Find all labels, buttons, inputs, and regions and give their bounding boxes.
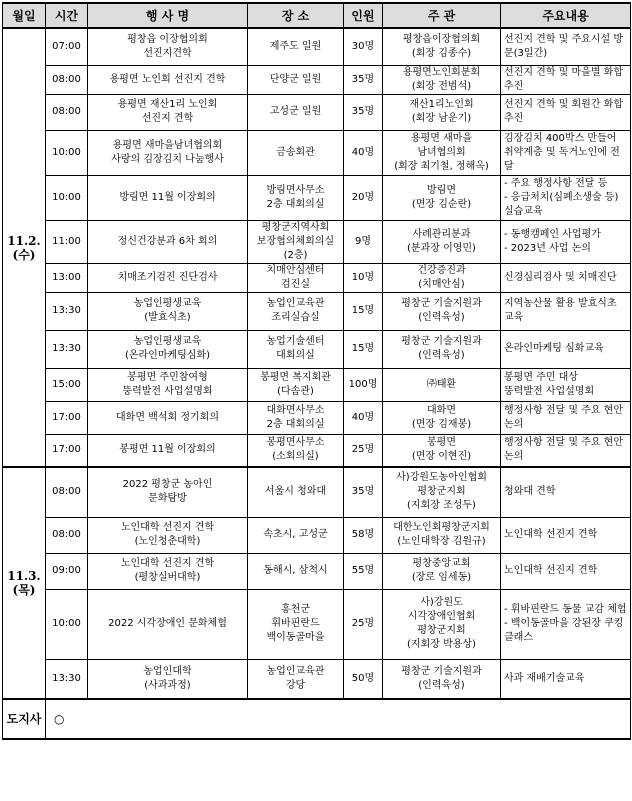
place-cell bbox=[248, 130, 344, 175]
time-cell: 09:00 bbox=[46, 553, 88, 589]
count-cell: 35명 bbox=[344, 94, 383, 130]
event-cell bbox=[88, 28, 248, 65]
count-cell: 40명 bbox=[344, 130, 383, 175]
event-cell bbox=[88, 220, 248, 263]
place-line: 백이동골마을 bbox=[266, 632, 325, 643]
event-line: 노인대학 선진지 견학 bbox=[120, 558, 215, 569]
date-cell bbox=[3, 467, 46, 699]
event-cell bbox=[88, 130, 248, 175]
event-line: (발효식초) bbox=[144, 312, 191, 323]
place-line: 고성군 일원 bbox=[269, 106, 322, 117]
content-cell bbox=[501, 401, 631, 434]
content-line: - 휘바핀란드 동물 교감 체험 bbox=[504, 604, 627, 615]
event-cell bbox=[88, 659, 248, 699]
content-line: - 응급처치(심폐소생술 등) 실습교육 bbox=[504, 191, 619, 217]
host-cell bbox=[383, 467, 501, 517]
event-line: 농업인평생교육 bbox=[133, 336, 202, 347]
content-line: 온라인마케팅 심화교육 bbox=[504, 343, 604, 354]
date-label: 11.3. bbox=[7, 569, 41, 583]
host-line: (지회장 조성두) bbox=[407, 500, 476, 512]
place-line: 동해시, 삼척시 bbox=[263, 565, 328, 576]
date-label: 11.2. bbox=[7, 233, 41, 248]
place-line: 홍천군 bbox=[281, 604, 310, 615]
time-cell: 10:00 bbox=[46, 130, 88, 175]
table-row bbox=[3, 94, 631, 130]
host-line: 대화면 bbox=[427, 404, 456, 416]
footer-mark: ○ bbox=[46, 699, 631, 739]
host-line: 건강증진과 bbox=[417, 264, 466, 276]
event-line: 용평면 재산1리 노인회 bbox=[117, 99, 218, 110]
place-line: 농업기술센터 bbox=[266, 336, 325, 347]
event-line: 치매조기검진 진단검사 bbox=[117, 271, 218, 283]
place-cell bbox=[248, 292, 344, 330]
content-cell bbox=[501, 130, 631, 175]
content-line: 선진지 견학 및 마을별 화합추진 bbox=[504, 66, 623, 92]
event-line: 방림면 11월 이장회의 bbox=[119, 191, 216, 203]
host-cell bbox=[383, 292, 501, 330]
count-cell: 25명 bbox=[344, 434, 383, 467]
count-cell: 40명 bbox=[344, 401, 383, 434]
content-line: - 주요 행정사항 전달 등 bbox=[504, 177, 608, 189]
host-cell bbox=[383, 589, 501, 659]
host-line: (면장 이현진) bbox=[411, 451, 472, 463]
host-cell bbox=[383, 175, 501, 220]
content-cell bbox=[501, 434, 631, 467]
event-line: 문화탐방 bbox=[148, 493, 187, 505]
event-line: 선진지 견학 bbox=[141, 113, 194, 124]
event-line: 대화면 백석회 정기회의 bbox=[116, 411, 219, 423]
host-cell bbox=[383, 434, 501, 467]
event-line: (사과과정) bbox=[144, 679, 191, 691]
table-header-row bbox=[3, 3, 631, 28]
time-cell: 10:00 bbox=[46, 589, 88, 659]
count-cell: 50명 bbox=[344, 659, 383, 699]
host-line: 시각장애인협회 bbox=[407, 611, 476, 622]
count-cell: 55명 bbox=[344, 553, 383, 589]
host-line: 용평면노인회분회 bbox=[402, 66, 481, 78]
content-line: 사과 재배기술교육 bbox=[504, 672, 585, 684]
host-line: (노인대학장 김원규) bbox=[397, 536, 486, 547]
place-line: (다솜관) bbox=[277, 385, 314, 397]
content-line: - 백이동골마을 강된장 쿠킹클래스 bbox=[504, 618, 624, 643]
place-cell bbox=[248, 175, 344, 220]
content-cell bbox=[501, 589, 631, 659]
event-line: (평창실버대학) bbox=[134, 572, 201, 583]
content-line: 선진지 견학 및 회원간 화합추진 bbox=[504, 99, 623, 124]
content-line: 선진지 견학 및 주요시설 방문(3일간) bbox=[504, 33, 623, 59]
place-line: 대화면사무소 bbox=[266, 404, 325, 416]
schedule-table bbox=[2, 2, 631, 740]
place-line: 2층 대회의실 bbox=[266, 198, 325, 210]
place-line: 방림면사무소 bbox=[266, 184, 325, 196]
table-row bbox=[3, 434, 631, 467]
table-row bbox=[3, 517, 631, 553]
host-line: 방림면 bbox=[427, 184, 456, 196]
time-cell: 10:00 bbox=[46, 175, 88, 220]
content-cell bbox=[501, 368, 631, 401]
place-line: 금송회관 bbox=[276, 146, 315, 158]
host-line: 사례관리분과 bbox=[412, 228, 471, 240]
host-cell bbox=[383, 368, 501, 401]
place-cell bbox=[248, 28, 344, 65]
host-line: 사)강원도농아인협회 bbox=[396, 472, 487, 484]
content-line: 행정사항 전달 및 주요 현안 논의 bbox=[504, 404, 623, 430]
content-cell bbox=[501, 467, 631, 517]
place-line: 농업인교육관 bbox=[266, 298, 325, 309]
content-cell bbox=[501, 175, 631, 220]
table-row bbox=[3, 175, 631, 220]
place-line: 제주도 일원 bbox=[269, 40, 322, 52]
event-cell bbox=[88, 175, 248, 220]
time-cell: 11:00 bbox=[46, 220, 88, 263]
event-line: (노인청춘대학) bbox=[134, 536, 201, 547]
host-cell bbox=[383, 553, 501, 589]
table-row bbox=[3, 65, 631, 94]
event-line: 선진지견학 bbox=[143, 47, 192, 59]
host-line: 재산1리노인회 bbox=[409, 99, 474, 110]
place-line: 휘바핀란드 bbox=[271, 618, 320, 629]
time-cell: 07:00 bbox=[46, 28, 88, 65]
event-cell bbox=[88, 65, 248, 94]
host-line: 평창군 기술지원과 bbox=[401, 665, 482, 677]
host-cell bbox=[383, 659, 501, 699]
footer-row bbox=[3, 699, 631, 739]
table-row bbox=[3, 220, 631, 263]
event-line: 용평면 노인회 선진지 견학 bbox=[109, 73, 226, 85]
host-cell bbox=[383, 94, 501, 130]
content-cell bbox=[501, 517, 631, 553]
date-label: (목) bbox=[12, 583, 36, 597]
content-cell bbox=[501, 28, 631, 65]
place-cell bbox=[248, 220, 344, 263]
host-line: (회장 김종수) bbox=[411, 47, 472, 59]
place-line: 서울시 청와대 bbox=[264, 486, 327, 498]
place-line: 검진실 bbox=[281, 278, 310, 290]
count-cell: 100명 bbox=[344, 368, 383, 401]
table-row bbox=[3, 330, 631, 368]
count-cell: 9명 bbox=[344, 220, 383, 263]
content-line: 행정사항 전달 및 주요 현안 논의 bbox=[504, 437, 623, 463]
host-line: (면장 김순란) bbox=[411, 198, 472, 210]
event-cell bbox=[88, 553, 248, 589]
header-event: 행 사 명 bbox=[88, 3, 248, 28]
event-line: 평창읍 이장협의회 bbox=[127, 33, 208, 45]
place-cell bbox=[248, 659, 344, 699]
event-line: 용평면 새마을남녀협의회 bbox=[112, 139, 223, 151]
table-row bbox=[3, 368, 631, 401]
host-line: 평창읍이장협의회 bbox=[402, 33, 481, 45]
time-cell: 08:00 bbox=[46, 94, 88, 130]
event-cell bbox=[88, 330, 248, 368]
count-cell: 20명 bbox=[344, 175, 383, 220]
time-cell: 13:30 bbox=[46, 330, 88, 368]
place-cell bbox=[248, 263, 344, 292]
host-cell bbox=[383, 263, 501, 292]
table-row bbox=[3, 28, 631, 65]
host-line: 남녀협의회 bbox=[417, 146, 466, 158]
count-cell: 15명 bbox=[344, 330, 383, 368]
host-line: 평창군 기술지원과 bbox=[401, 298, 482, 309]
time-cell: 13:00 bbox=[46, 263, 88, 292]
host-cell bbox=[383, 65, 501, 94]
table-row bbox=[3, 292, 631, 330]
time-cell: 17:00 bbox=[46, 401, 88, 434]
event-line: (온라인마케팅심화) bbox=[124, 350, 211, 361]
host-cell bbox=[383, 130, 501, 175]
time-cell: 08:00 bbox=[46, 65, 88, 94]
host-line: 평창군지회 bbox=[417, 625, 466, 636]
event-line: 정신건강분과 6차 회의 bbox=[117, 235, 218, 247]
place-line: 봉평면 복지회관 bbox=[260, 371, 331, 383]
content-cell bbox=[501, 330, 631, 368]
content-line: 봉평면 주민 대상 bbox=[504, 371, 578, 383]
host-line: (회장 남운기) bbox=[411, 113, 472, 124]
content-cell bbox=[501, 263, 631, 292]
time-cell: 13:30 bbox=[46, 659, 88, 699]
event-line: 뚱력발전 사업설명회 bbox=[122, 385, 213, 397]
table-row bbox=[3, 553, 631, 589]
host-cell bbox=[383, 401, 501, 434]
place-line: (2층) bbox=[283, 249, 308, 261]
header-place: 장 소 bbox=[248, 3, 344, 28]
host-line: (분과장 이영민) bbox=[407, 242, 476, 254]
place-cell bbox=[248, 368, 344, 401]
place-line: 속초시, 고성군 bbox=[263, 529, 328, 540]
table-row bbox=[3, 659, 631, 699]
event-cell bbox=[88, 401, 248, 434]
content-cell bbox=[501, 553, 631, 589]
host-line: (회장 전범석) bbox=[411, 80, 472, 92]
host-line: 용평면 새마을 bbox=[410, 132, 473, 144]
place-line: 치매안심센터 bbox=[266, 264, 325, 276]
header-host: 주 관 bbox=[383, 3, 501, 28]
content-line: 청와대 견학 bbox=[504, 486, 556, 498]
host-line: (인력육성) bbox=[418, 350, 465, 361]
event-line: 2022 평창군 농아인 bbox=[122, 479, 213, 491]
place-line: 봉평면사무소 bbox=[266, 437, 325, 449]
header-content: 주요내용 bbox=[501, 3, 631, 28]
event-cell bbox=[88, 94, 248, 130]
time-cell: 15:00 bbox=[46, 368, 88, 401]
place-cell bbox=[248, 517, 344, 553]
place-line: 대회의실 bbox=[276, 350, 315, 361]
host-line: 평창중앙교회 bbox=[412, 558, 471, 569]
header-time: 시간 bbox=[46, 3, 88, 28]
place-line: 보장협의체회의실 bbox=[256, 235, 335, 247]
host-cell bbox=[383, 330, 501, 368]
host-line: 사)강원도 bbox=[420, 597, 463, 608]
content-line: - 2023년 사업 논의 bbox=[504, 242, 591, 254]
host-line: ㈜태환 bbox=[426, 378, 457, 390]
event-cell bbox=[88, 292, 248, 330]
host-line: (장로 임세동) bbox=[411, 572, 472, 583]
place-line: 단양군 일원 bbox=[269, 73, 322, 85]
count-cell: 30명 bbox=[344, 28, 383, 65]
host-line: 평창군지회 bbox=[417, 486, 466, 498]
host-line: 봉평면 bbox=[427, 437, 456, 449]
event-line: 노인대학 선진지 견학 bbox=[120, 522, 215, 533]
host-cell bbox=[383, 28, 501, 65]
place-cell bbox=[248, 434, 344, 467]
event-cell bbox=[88, 467, 248, 517]
content-line: - 동행캠페인 사업평가 bbox=[504, 228, 601, 240]
place-cell bbox=[248, 589, 344, 659]
header-date: 월일 bbox=[3, 3, 46, 28]
place-line: 강당 bbox=[285, 679, 306, 691]
table-row bbox=[3, 589, 631, 659]
content-line: 신경심리검사 및 치매진단 bbox=[504, 271, 617, 283]
count-cell: 58명 bbox=[344, 517, 383, 553]
place-line: 농업인교육관 bbox=[266, 665, 325, 677]
host-line: 평창군 기술지원과 bbox=[401, 336, 482, 347]
event-line: 2022 시각장애인 문화체험 bbox=[108, 618, 227, 629]
host-line: (회장 최기철, 정해옥) bbox=[394, 160, 489, 172]
time-cell: 17:00 bbox=[46, 434, 88, 467]
event-line: 농업인평생교육 bbox=[133, 298, 202, 309]
content-line: 뚱력발전 사업설명회 bbox=[504, 385, 595, 397]
host-cell bbox=[383, 220, 501, 263]
event-cell bbox=[88, 434, 248, 467]
content-cell bbox=[501, 292, 631, 330]
count-cell: 35명 bbox=[344, 467, 383, 517]
table-row bbox=[3, 130, 631, 175]
host-line: 대한노인회평창군지회 bbox=[393, 522, 490, 533]
place-cell bbox=[248, 401, 344, 434]
place-cell bbox=[248, 467, 344, 517]
table-row bbox=[3, 263, 631, 292]
count-cell: 25명 bbox=[344, 589, 383, 659]
event-line: 사랑의 김장김치 나눔행사 bbox=[111, 153, 224, 165]
time-cell: 08:00 bbox=[46, 467, 88, 517]
content-line: 지역농산물 활용 발효식초 교육 bbox=[504, 298, 617, 323]
host-line: (지회장 박용상) bbox=[407, 639, 476, 650]
content-line: 노인대학 선진지 견학 bbox=[504, 529, 598, 540]
time-cell: 13:30 bbox=[46, 292, 88, 330]
header-count: 인원 bbox=[344, 3, 383, 28]
count-cell: 35명 bbox=[344, 65, 383, 94]
content-line: 노인대학 선진지 견학 bbox=[504, 565, 598, 576]
place-cell bbox=[248, 94, 344, 130]
event-cell bbox=[88, 368, 248, 401]
time-cell: 08:00 bbox=[46, 517, 88, 553]
content-cell bbox=[501, 659, 631, 699]
host-line: (면장 김재봉) bbox=[411, 418, 472, 430]
table-row bbox=[3, 401, 631, 434]
content-cell bbox=[501, 220, 631, 263]
event-cell bbox=[88, 589, 248, 659]
event-cell bbox=[88, 263, 248, 292]
host-line: (치매안심) bbox=[418, 278, 465, 290]
place-line: 평창군지역사회 bbox=[261, 221, 330, 233]
host-cell bbox=[383, 517, 501, 553]
content-line: 김장김치 400박스 만들어 취약계층 및 독거노인에 전달 bbox=[504, 132, 620, 172]
event-line: 농업인대학 bbox=[143, 665, 192, 677]
event-line: 봉평면 주민참여형 bbox=[127, 371, 208, 383]
place-line: 2층 대회의실 bbox=[266, 418, 325, 430]
event-line: 봉평면 11월 이장회의 bbox=[119, 444, 216, 456]
count-cell: 15명 bbox=[344, 292, 383, 330]
event-cell bbox=[88, 517, 248, 553]
place-line: (소회의실) bbox=[272, 451, 319, 463]
date-cell bbox=[3, 28, 46, 467]
place-cell bbox=[248, 553, 344, 589]
table-row bbox=[3, 467, 631, 517]
place-cell bbox=[248, 330, 344, 368]
host-line: (인력육성) bbox=[418, 312, 465, 323]
date-label: (수) bbox=[12, 247, 36, 262]
host-line: (인력육성) bbox=[418, 679, 465, 691]
count-cell: 10명 bbox=[344, 263, 383, 292]
footer-label: 도지사 bbox=[3, 699, 46, 739]
place-cell bbox=[248, 65, 344, 94]
place-line: 조리실습실 bbox=[271, 312, 320, 323]
content-cell bbox=[501, 65, 631, 94]
content-cell bbox=[501, 94, 631, 130]
